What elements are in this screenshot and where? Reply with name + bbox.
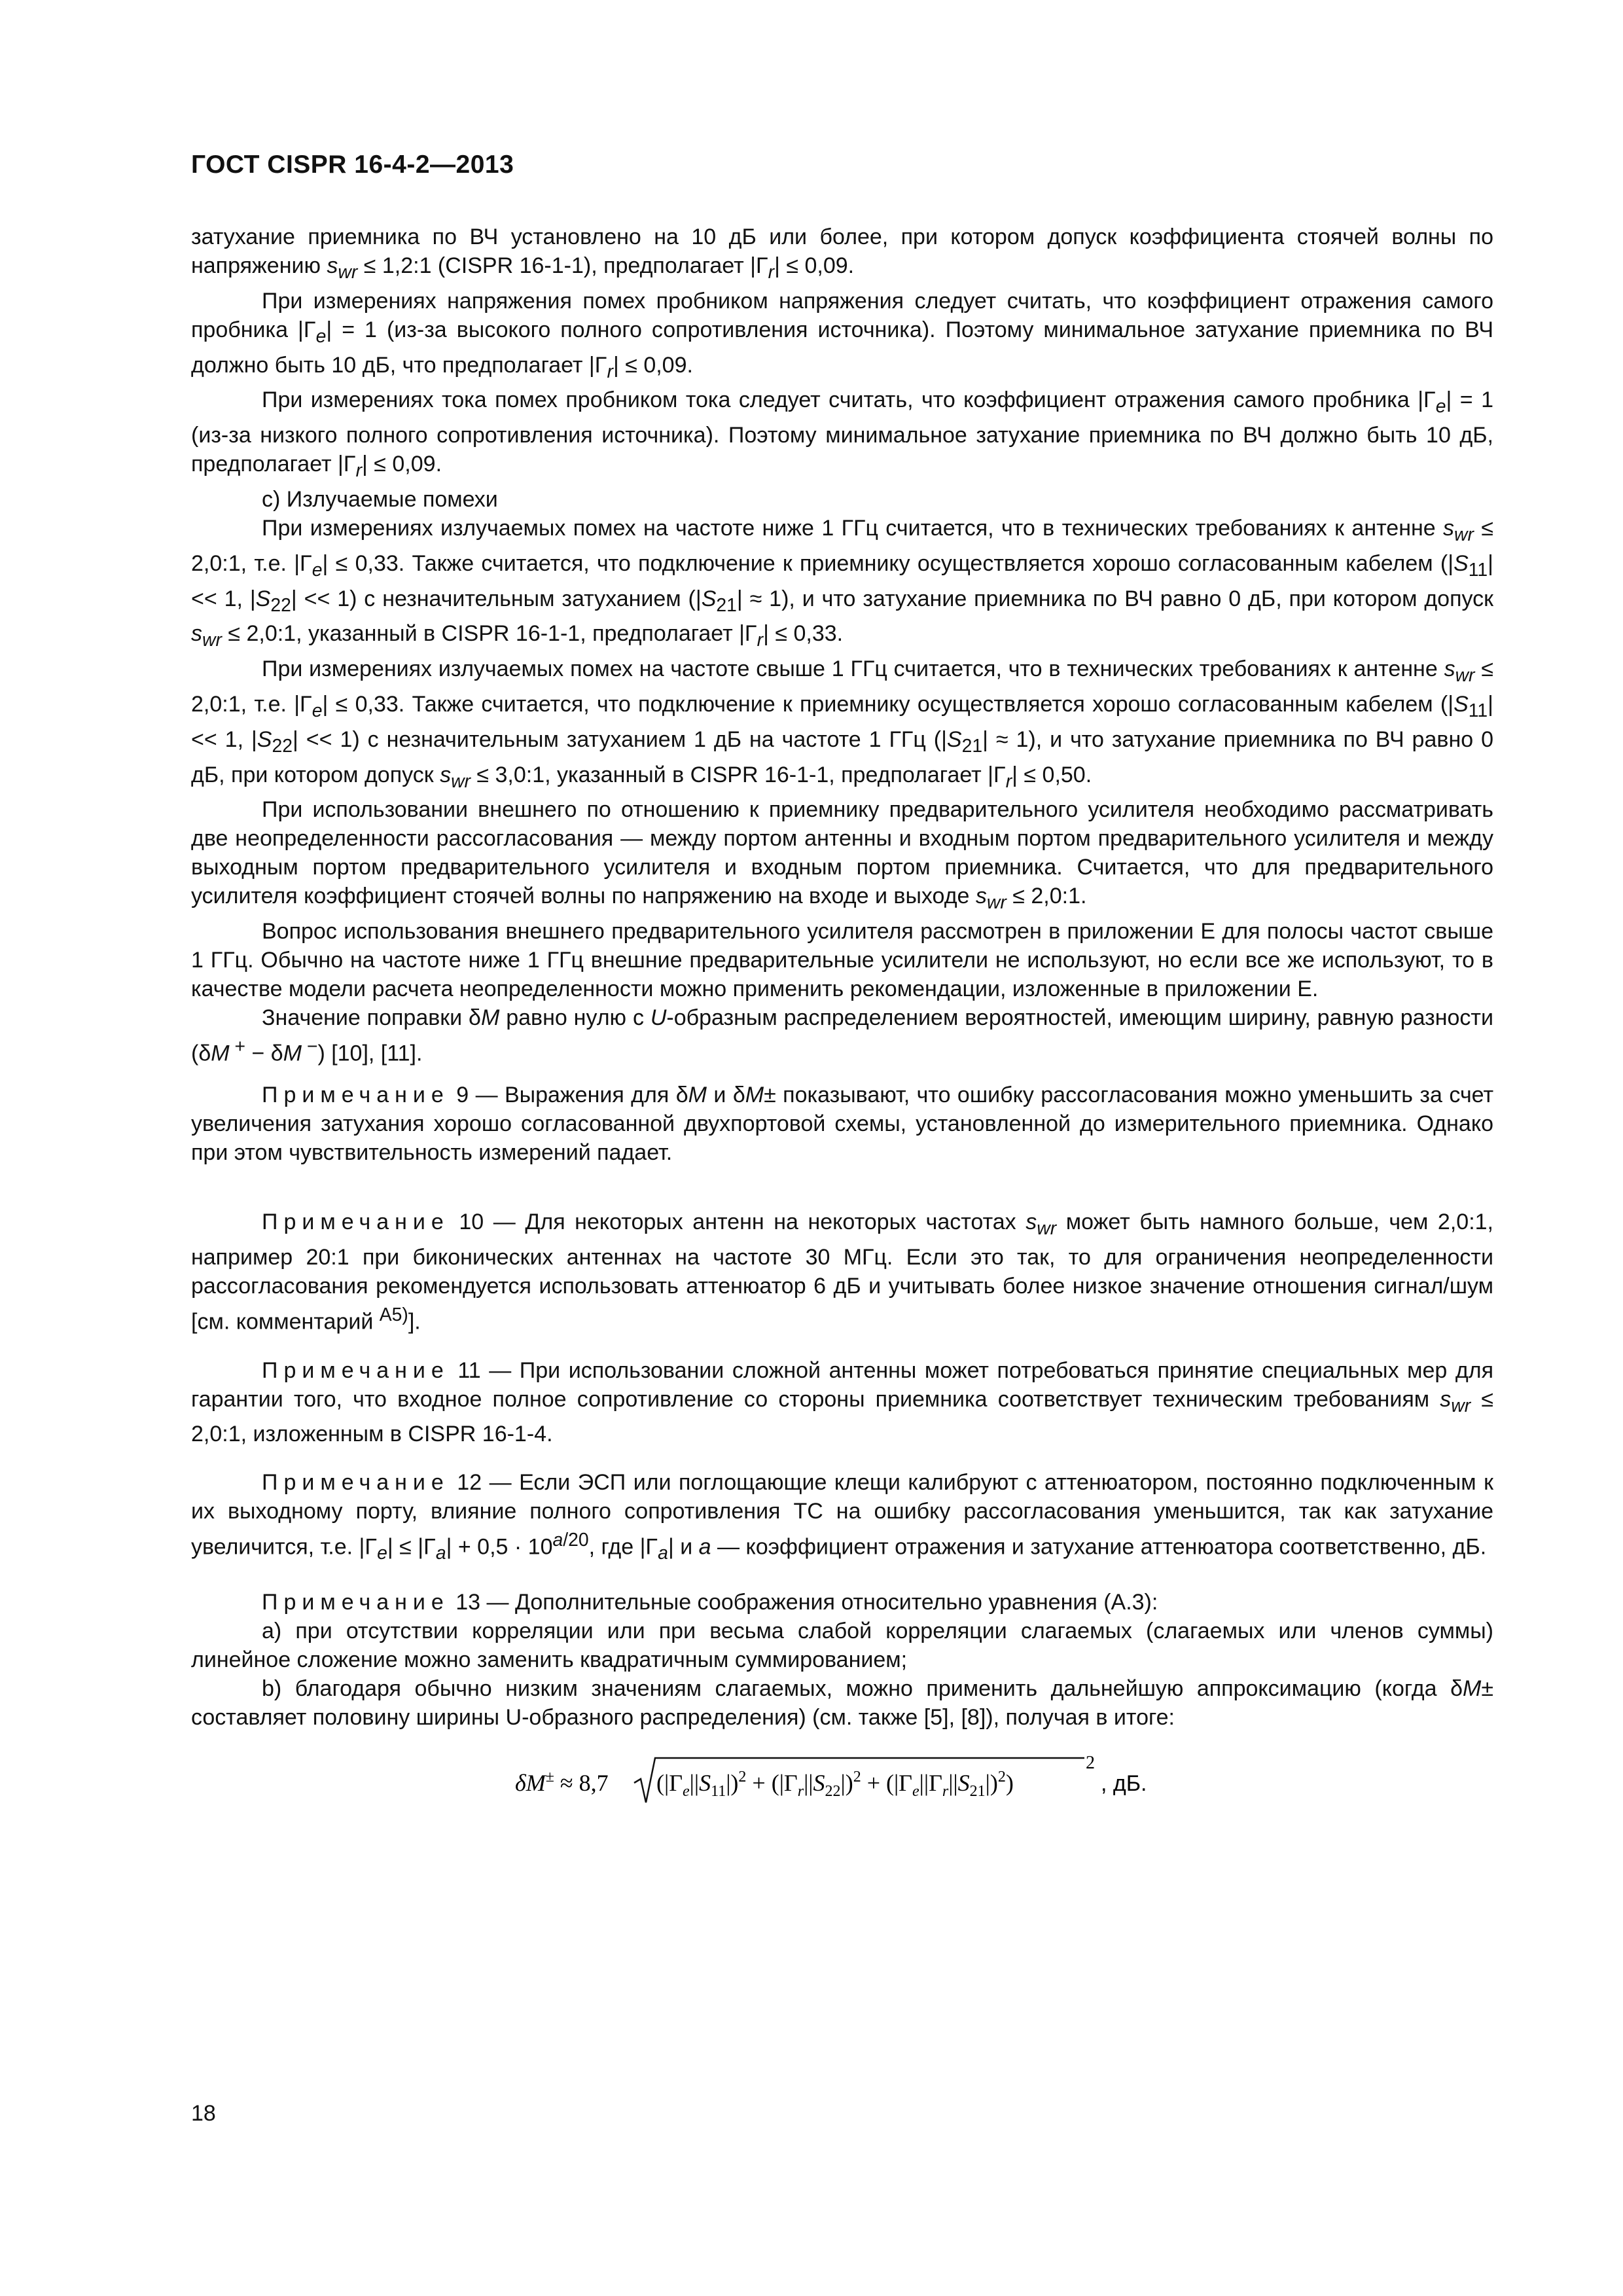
- formula-outer-exponent: 2: [1086, 1752, 1095, 1773]
- paragraph-1: затухание приемника по ВЧ установлено на 10 дБ или более, при котором допуск коэффициента стоячей волны по напряжению $s_{wr}$ ≤ 1,2:1 (CISPR 16-1-1), предполагает $|\Gamma_r| \le 0,09$.: [191, 224, 1493, 283]
- note-13-text: 13 — Дополнительные соображения относительно уравнения (A.3):: [455, 1589, 1158, 1615]
- formula-mismatch: [191, 1750, 1493, 1809]
- note-label: Примечание: [262, 1470, 450, 1496]
- note-label: Примечание: [262, 1589, 450, 1615]
- paragraph-8: Вопрос использования внешнего предварительного усилителя рассмотрен в приложении E для полосы частот свыше 1 ГГц. Обычно на частоте ниже 1 ГГц внешние предварительные усилители не используют, но если все же используют, то в качестве модели расчета неопределенности можно применить рекомендации, изложенные в приложении E.: [191, 919, 1493, 1002]
- formula-lhs: δM± ≈ 8,7: [515, 1768, 609, 1796]
- formula-radicand: $(|\Gamma_e||S_{11}|)^2 + (|\Gamma_r||S_{22}|)^2 + (|\Gamma_e||\Gamma_r||S_{21}|)^2$): [656, 1768, 1014, 1800]
- note-13-item-b: b) благодаря обычно низким значениям слагаемых, можно применить дальнейшую аппроксимацию (когда δM± составляет половину ширины U-образного распределения) (см. также [5], [8]), получая в итоге:: [191, 1676, 1493, 1730]
- paragraph-5: При измерениях излучаемых помех на частоте ниже 1 ГГц считается, что в технических требованиях к антенне $s_{wr}$ ≤ 2,0:1, т.е. $|\Gamma_e| \le 0,33$. Также считается, что подключение к приемнику осуществляется хорошо согласованным кабелем ($|S_{11}| << 1$, $|S_{22}| << 1$) с незначительным затуханием $(|S_{21}| \approx 1)$, и что затухание приемника по ВЧ равно 0 дБ, при котором допуск $s_{wr}$ ≤ 2,0:1, указанный в CISPR 16-1-1, предполагает $|\Gamma_r| \le 0,33$.: [191, 515, 1494, 651]
- formula-svg: [515, 1750, 1169, 1809]
- note-11: Примечание 11 — При использовании сложной антенны может потребоваться принятие специальных мер для гарантии того, что входное полное сопротивление со стороны приемника соответствует техническим требованиям $s_{wr}$ ≤ 2,0:1, изложенным в CISPR 16-1-4.: [191, 1357, 1494, 1447]
- body-text: [191, 223, 1493, 1809]
- note-label: Примечание: [262, 1210, 450, 1235]
- note-13-item-a: a) при отсутствии корреляции или при весьма слабой корреляции слагаемых (слагаемых или членов суммы) линейное сложение можно заменить квадратичным суммированием;: [191, 1618, 1493, 1672]
- page-number: 18: [191, 2101, 216, 2126]
- document-header: ГОСТ CISPR 16-4-2—2013: [191, 151, 514, 179]
- note-12: Примечание 12 — Если ЭСП или поглощающие клещи калибруют с аттенюатором, постоянно подключенным к их выходному порту, влияние полного сопротивления ТС на ошибку рассогласования уменьшится, так как затухание увеличится, т.е. $|\Gamma_e| \le |\Gamma_a| + 0,5 \cdot 10^{a/20}$, где $|\Gamma_a|$ и a — коэффициент отражения и затухание аттенюатора соответственно, дБ.: [191, 1470, 1493, 1564]
- formula-unit: , дБ.: [1101, 1770, 1147, 1796]
- section-heading-radiated: c) Излучаемые помехи: [262, 486, 498, 512]
- note-10: Примечание 10 — Для некоторых антенн на некоторых частотах $s_{wr}$ может быть намного больше, чем 2,0:1, например 20:1 при биконических антеннах на частоте 30 МГц. Если это так, то для ограничения неопределенности рассогласования рекомендуется использовать аттенюатор 6 дБ и учитывать более низкое значение отношения сигнал/шум [см. комментарий $^{A5)}$].: [191, 1210, 1494, 1335]
- note-label: Примечание: [262, 1357, 450, 1383]
- note-13: [191, 1588, 1493, 1617]
- note-label: Примечание: [262, 1083, 450, 1108]
- paragraph-3: При измерениях тока помех пробником тока следует считать, что коэффициент отражения самого пробника $|\Gamma_e| = 1$ (из-за низкого полного сопротивления источника). Поэтому минимальное затухание приемника по ВЧ должно быть 10 дБ, предполагает $|\Gamma_r| \le 0,09$.: [191, 387, 1493, 481]
- paragraph-6: При измерениях излучаемых помех на частоте свыше 1 ГГц считается, что в технических требованиях к антенне $s_{wr}$ ≤ 2,0:1, т.е. $|\Gamma_e| \le 0,33$. Также считается, что подключение к приемнику осуществляется хорошо согласованным кабелем ($|S_{11}| << 1$, $|S_{22}| << 1$) с незначительным затуханием 1 дБ на частоте 1 ГГц $(|S_{21}| \approx 1)$, и что затухание приемника по ВЧ равно 0 дБ, при котором допуск $s_{wr}$ ≤ 3,0:1, указанный в CISPR 16-1-1, предполагает $|\Gamma_r| \le 0,50$.: [191, 656, 1494, 792]
- note-9: Примечание 9 — Выражения для δM и δM± показывают, что ошибку рассогласования можно уменьшить за счет увеличения затухания хорошо согласованной двухпортовой схемы, установленной до измерительного приемника. Однако при этом чувствительность измерений падает.: [191, 1083, 1494, 1166]
- paragraph-9: Значение поправки δM равно нулю с U-образным распределением вероятностей, имеющим ширину, равную разности (δM + − δM −) [10], [11].: [191, 1005, 1493, 1066]
- paragraph-2: При измерениях напряжения помех пробником напряжения следует считать, что коэффициент отражения самого пробника $|\Gamma_e| = 1$ (из-за высокого полного сопротивления источника). Поэтому минимальное затухание приемника по ВЧ должно быть 10 дБ, что предполагает $|\Gamma_r| \le 0,09$.: [191, 288, 1493, 382]
- paragraph-7: При использовании внешнего по отношению к приемнику предварительного усилителя необходимо рассматривать две неопределенности рассогласования — между портом антенны и входным портом предварительного усилителя и между выходным портом предварительного усилителя и входным портом приемника. Считается, что для предварительного усилителя коэффициент стоячей волны по напряжению на входе и выходе $s_{wr}$ ≤ 2,0:1.: [191, 797, 1493, 914]
